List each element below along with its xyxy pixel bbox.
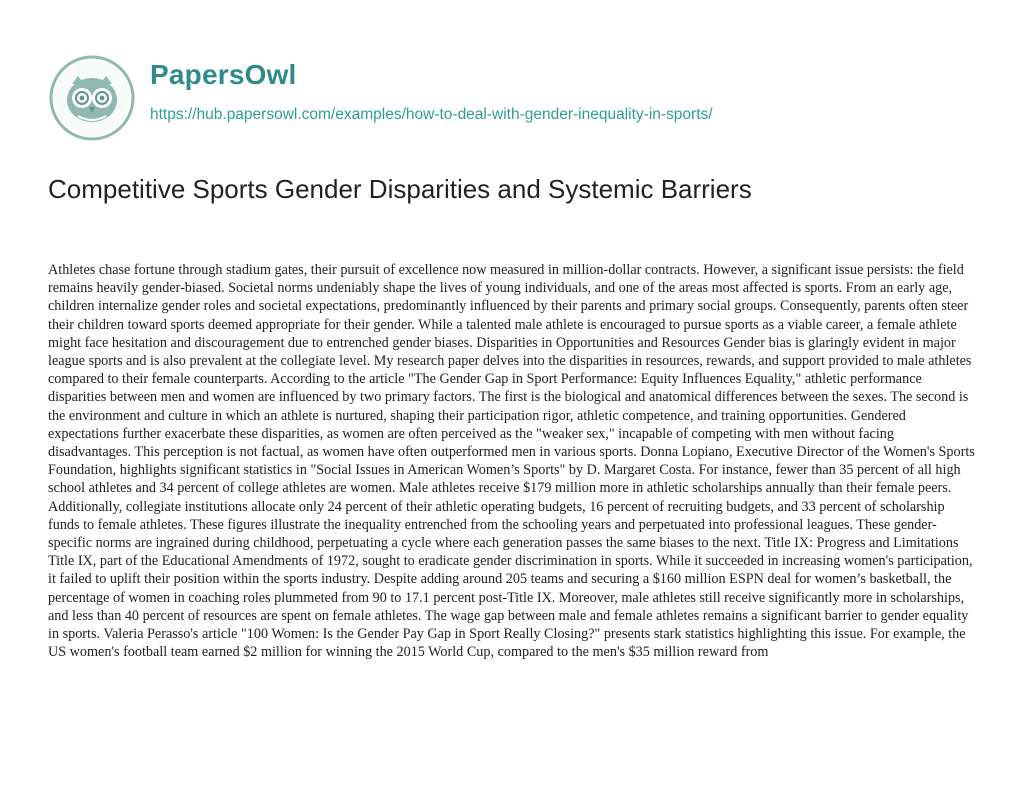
brand-name: PapersOwl (150, 59, 297, 90)
essay-title: Competitive Sports Gender Disparities and Systemic Barriers (48, 174, 752, 204)
source-url[interactable]: https://hub.papersowl.com/examples/how-to-deal-with-gender-inequality-in-sports/ (150, 106, 713, 123)
essay-body: Athletes chase fortune through stadium gates, their pursuit of excellence now measured in million-dollar contracts. However, a significant issue persists: the field remains heavily gender-biased. Societal norms undeniably shape the lives of young individuals, and one of the areas most affected is sports. From an early age, children internalize gender roles and societal expectations, predominantly influenced by their parents and primary social groups. Consequently, parents often steer their children toward sports deemed appropriate for their gender. While a talented male athlete is encouraged to pursue sports as a viable career, a female athlete might face hesitation and discouragement due to entrenched gender biases. Disparities in Opportunities and Resources Gender bias is glaringly evident in major league sports and is also prevalent at the collegiate level. My research paper delves into the disparities in resources, rewards, and support provided to male athletes compared to their female counterparts. According to the article "The Gender Gap in Sport Performance: Equity Influences Equality," athletic performance disparities between men and women are influenced by two primary factors. The first is the biological and anatomical differences between the sexes. The second is the environment and culture in which an athlete is nurtured, shaping their participation rigor, athletic competence, and training opportunities. Gendered expectations further exacerbate these disparities, as women are often perceived as the "weaker sex," incapable of competing with men without facing disadvantages. This perception is not factual, as women have often outperformed men in various sports. Donna Lopiano, Executive Director of the Women's Sports Foundation, highlights significant statistics in "Social Issues in American Women’s Sports" by D. Margaret Costa. For instance, fewer than 35 percent of all high school athletes and 34 percent of college athletes are women. Male athletes receive $179 million more in athletic scholarships annually than their female peers. Additionally, collegiate institutions allocate only 24 percent of their athletic operating budgets, 16 percent of recruiting budgets, and 33 percent of scholarship funds to female athletes. These figures illustrate the inequality entrenched from the schooling years and perpetuated into professional leagues. These gender-specific norms are ingrained during childhood, perpetuating a cycle where each generation passes the same biases to the next. Title IX: Progress and Limitations Title IX, part of the Educational Amendments of 1972, sought to eradicate gender discrimination in sports. While it succeeded in increasing women's participation, it failed to uplift their position within the sports industry. Despite adding around 205 teams and securing a $160 million ESPN deal for women’s basketball, the percentage of women in coaching roles plummeted from 90 to 17.1 percent post-Title IX. Moreover, male athletes still receive significantly more in scholarships, and less than 40 percent of resources are spent on female athletes. The wage gap between male and female athletes remains a significant barrier to gender equality in sports. Valeria Perasso's article "100 Women: Is the Gender Pay Gap in Sport Really Closing?" presents stark statistics highlighting this issue. For example, the US women's football team earned $2 million for winning the 2015 World Cup, compared to the men's $35 million reward from (48, 262, 975, 661)
owl-logo-icon (48, 54, 136, 142)
header (48, 48, 988, 144)
